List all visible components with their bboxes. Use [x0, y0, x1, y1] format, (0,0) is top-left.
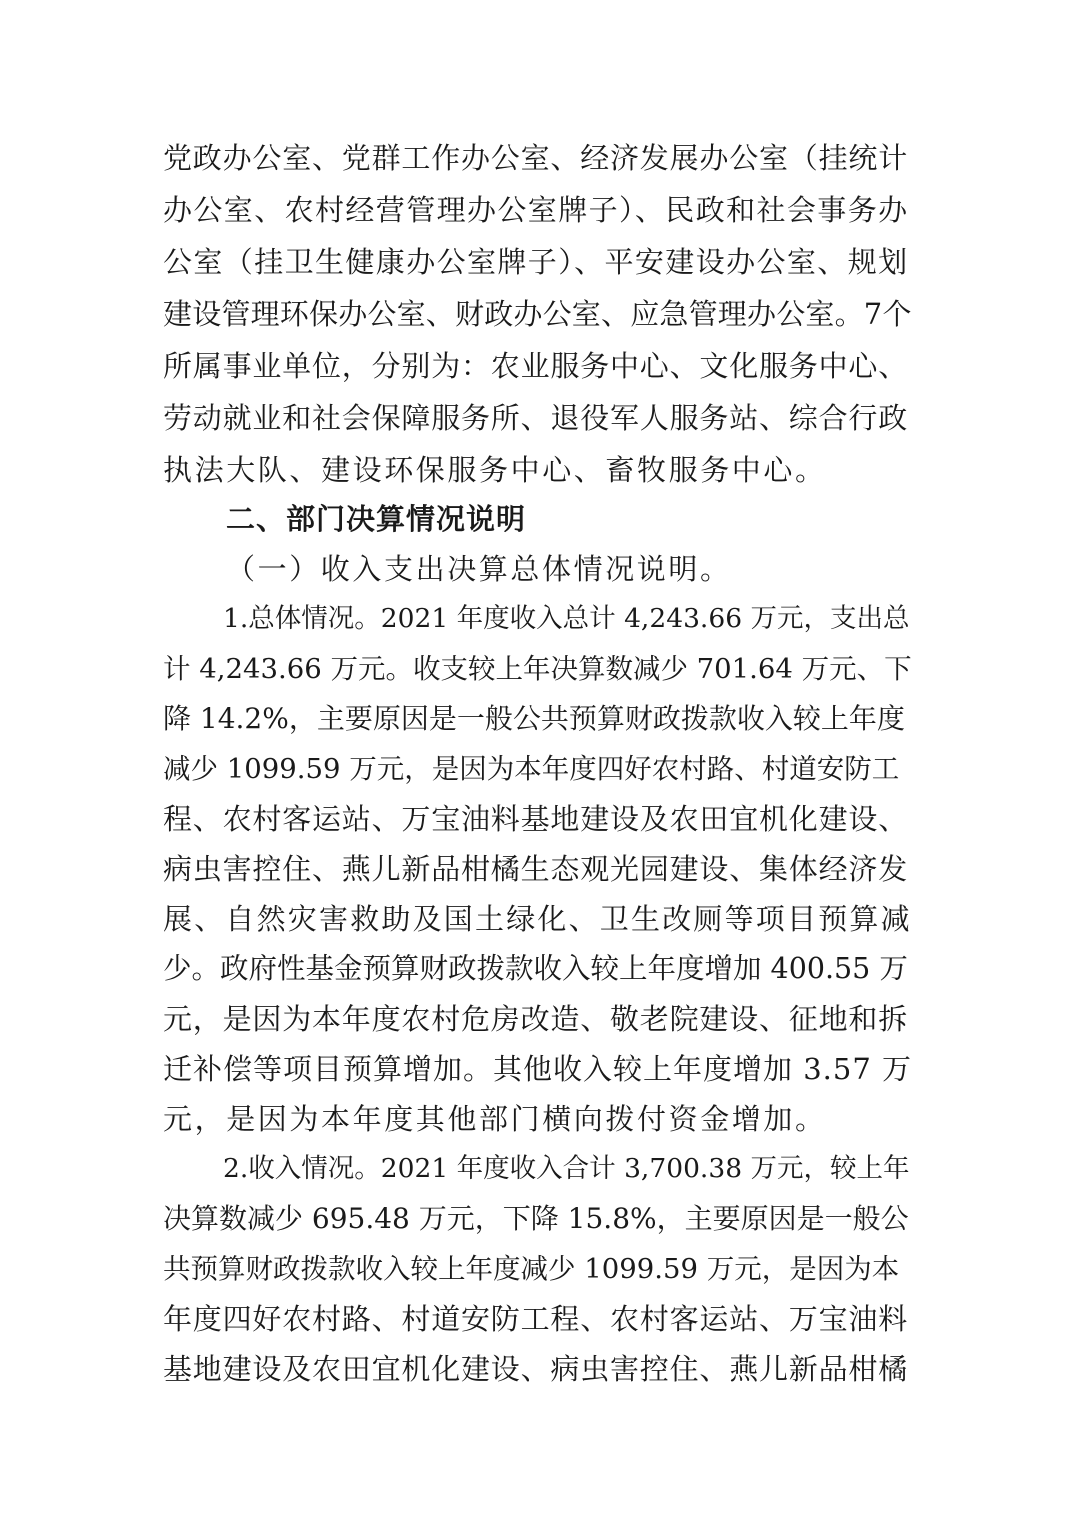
section-heading: 二、部门决算情况说明 [226, 502, 527, 536]
paragraph-1-line-2: 计 4,243.66 万元。收支较上年决算数减少 701.64 万元、下 [163, 653, 912, 685]
paragraph-2-line-4: 年度四好农村路、村道安防工程、农村客运站、万宝油料 [163, 1302, 909, 1336]
paragraph-1-line-9: 元，是因为本年度农村危房改造、敬老院建设、征地和拆 [163, 1002, 909, 1036]
paragraph-1-line-3: 降 14.2%，主要原因是一般公共预算财政拨款收入较上年度 [163, 702, 905, 735]
paragraph-2-line-1: 2.收入情况。2021 年度收入合计 3,700.38 万元，较上年 [223, 1153, 910, 1184]
paragraph-1-line-8: 少。政府性基金预算财政拨款收入较上年度增加 400.55 万 [163, 952, 908, 985]
body-line-6: 劳动就业和社会保障服务所、退役军人服务站、综合行政 [163, 401, 909, 435]
paragraph-2-line-2: 决算数减少 695.48 万元，下降 15.8%，主要原因是一般公 [163, 1202, 909, 1235]
paragraph-2-line-3: 共预算财政拨款收入较上年度减少 1099.59 万元，是因为本 [163, 1253, 900, 1285]
paragraph-1-line-10: 迁补偿等项目预算增加。其他收入较上年度增加 3.57 万 [163, 1052, 913, 1086]
paragraph-1-line-4: 减少 1099.59 万元，是因为本年度四好农村路、村道安防工 [163, 753, 900, 785]
body-line-5: 所属事业单位，分别为：农业服务中心、文化服务中心、 [163, 349, 909, 383]
paragraph-1-line-5: 程、农村客运站、万宝油料基地建设及农田宜机化建设、 [163, 802, 909, 836]
body-line-3: 公室（挂卫生健康办公室牌子）、平安建设办公室、规划 [163, 245, 909, 279]
body-line-2: 办公室、农村经营管理办公室牌子）、民政和社会事务办 [163, 193, 909, 227]
paragraph-1-line-1: 1.总体情况。2021 年度收入总计 4,243.66 万元，支出总 [223, 603, 910, 634]
paragraph-1-line-11: 元，是因为本年度其他部门横向拨付资金增加。 [163, 1102, 827, 1136]
body-line-7: 执法大队、建设环保服务中心、畜牧服务中心。 [163, 453, 827, 487]
paragraph-2-line-5: 基地建设及农田宜机化建设、病虫害控住、燕儿新品柑橘 [163, 1352, 909, 1386]
body-line-1: 党政办公室、党群工作办公室、经济发展办公室（挂统计 [163, 141, 909, 175]
paragraph-1-line-6: 病虫害控住、燕儿新品柑橘生态观光园建设、集体经济发 [163, 852, 909, 886]
body-line-4: 建设管理环保办公室、财政办公室、应急管理办公室。7个 [163, 297, 912, 331]
paragraph-1-line-7: 展、自然灾害救助及国土绿化、卫生改厕等项目预算减 [163, 902, 912, 936]
subsection-heading: （一）收入支出决算总体情况说明。 [226, 552, 732, 586]
